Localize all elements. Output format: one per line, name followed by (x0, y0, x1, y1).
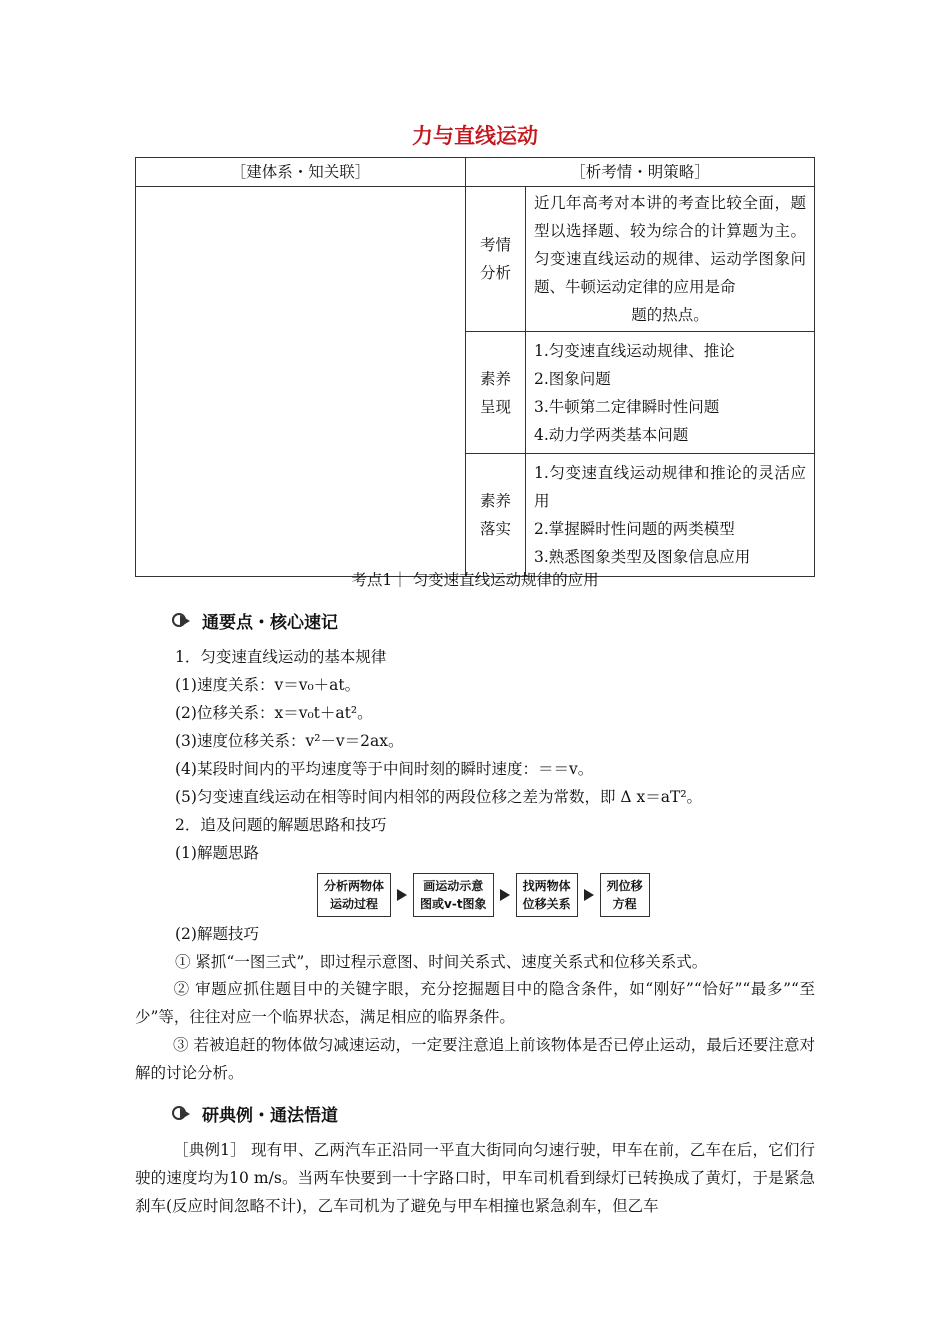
point-1-2: (2)位移关系：x＝v₀t＋at²。 (175, 704, 373, 722)
list-item: 2.掌握瞬时性问题的两类模型 (534, 520, 735, 538)
row-label-luoshi: 素养 落实 (466, 454, 526, 577)
flow-step: 列位移 方程 (600, 873, 650, 917)
row-label-kaoqing: 考情 分析 (466, 187, 526, 332)
point-1-4: (4)某段时间内的平均速度等于中间时刻的瞬时速度：＝＝v。 (175, 760, 594, 778)
point-1-3: (3)速度位移关系：v²－v＝2ax。 (175, 732, 404, 750)
flow-step: 找两物体 位移关系 (516, 873, 578, 917)
left-header: ［建体系・知关联］ (136, 158, 466, 187)
tip-2: ② 审题应抓住题目中的关键字眼，充分挖掘题目中的隐含条件，如“刚好”“恰好”“最多”“至少”等，往往对应一个临界状态，满足相应的临界条件。 (135, 980, 815, 1026)
chengxian-content (526, 332, 815, 454)
point-2-2: (2)解题技巧 (175, 925, 259, 943)
kaoqing-content: 近几年高考对本讲的考查比较全面，题型以选择题、较为综合的计算题为主。匀变速直线运动的规律、运动学图象问题、牛顿运动定律的应用是命 题的热点。 (526, 187, 815, 332)
knowledge-map-area (136, 187, 466, 577)
tip-1: ① 紧抓“一图三式”，即过程示意图、时间关系式、速度关系式和位移关系式。 (175, 953, 708, 971)
row-label-chengxian: 素养 呈现 (466, 332, 526, 454)
arrow-right-icon (397, 889, 407, 901)
list-item: 4.动力学两类基本问题 (534, 425, 689, 444)
play-circle-icon (172, 1106, 194, 1122)
section-heading-1: 通要点・核心速记 (172, 608, 338, 633)
point-1: 1．匀变速直线运动的基本规律 (175, 648, 387, 666)
tip-3: ③ 若被追赶的物体做匀减速运动，一定要注意追上前该物体是否已停止运动，最后还要注意对解的讨论分析。 (135, 1036, 815, 1082)
section-heading-2: 研典例・通法悟道 (172, 1101, 338, 1126)
right-header: ［析考情・明策略］ (466, 158, 815, 187)
flow-step: 画运动示意 图或v-t图象 (413, 873, 494, 917)
point-1-5: (5)匀变速直线运动在相等时间内相邻的两段位移之差为常数，即 Δ x＝aT²。 (175, 788, 703, 806)
list-item: 3.牛顿第二定律瞬时性问题 (534, 397, 720, 416)
list-item: 1.匀变速直线运动规律、推论 (534, 341, 735, 360)
kaodian-heading: 考点1｜ 匀变速直线运动规律的应用 (351, 571, 599, 589)
example-1: ［典例1］ 现有甲、乙两汽车正沿同一平直大街同向匀速行驶，甲车在前，乙车在后，它们行驶的速度均为10 m/s。当两车快要到一十字路口时，甲车司机看到绿灯已转换成了黄灯，于是紧急刹车(反应时间忽略不计)，乙车司机为了避免与甲车相撞也紧急刹车，但乙车 (135, 1141, 815, 1215)
list-item: 1.匀变速直线运动规律和推论的灵活应用 (534, 464, 806, 510)
point-2-1: (1)解题思路 (175, 844, 259, 862)
list-item: 2.图象问题 (534, 369, 611, 388)
flow-step: 分析两物体 运动过程 (317, 873, 391, 917)
luoshi-content (526, 454, 815, 577)
solution-flowchart (317, 873, 650, 917)
arrow-right-icon (500, 889, 510, 901)
point-1-1: (1)速度关系：v＝v₀＋at。 (175, 676, 361, 694)
play-circle-icon (172, 613, 194, 629)
arrow-right-icon (584, 889, 594, 901)
list-item: 3.熟悉图象类型及图象信息应用 (534, 548, 751, 566)
page-title: 力与直线运动 (412, 124, 538, 148)
point-2: 2．追及问题的解题思路和技巧 (175, 816, 387, 834)
overview-table (135, 157, 815, 577)
